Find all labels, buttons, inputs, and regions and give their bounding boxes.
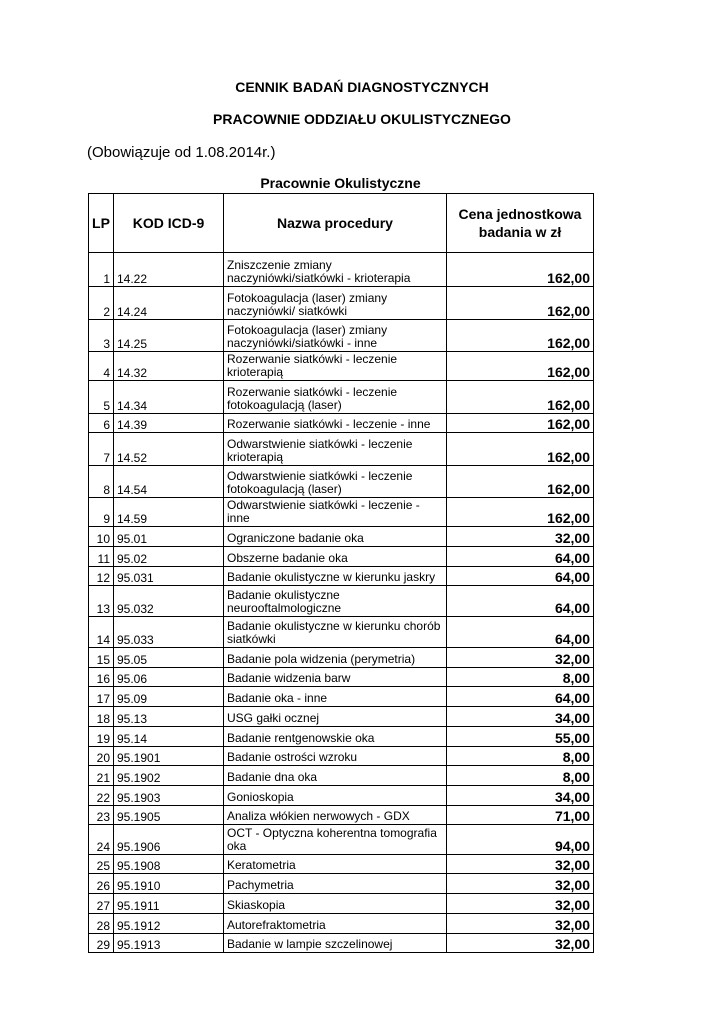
table-row — [89, 687, 594, 707]
row-price: 8,00 — [447, 766, 594, 786]
row-price: 162,00 — [447, 381, 594, 414]
table-row — [89, 498, 594, 527]
row-lp: 9 — [89, 498, 114, 527]
row-price: 162,00 — [447, 253, 594, 287]
row-code: 95.09 — [114, 687, 224, 707]
row-name: Ograniczone badanie oka — [224, 527, 447, 547]
row-name: Badanie rentgenowskie oka — [224, 727, 447, 747]
row-name: Autorefraktometria — [224, 914, 447, 934]
row-lp: 2 — [89, 287, 114, 320]
table-row — [89, 894, 594, 914]
table-row — [89, 766, 594, 786]
table-row — [89, 786, 594, 806]
row-name: Odwarstwienie siatkówki - leczenie - inne — [224, 498, 447, 527]
row-price: 94,00 — [447, 825, 594, 855]
row-price: 71,00 — [447, 806, 594, 825]
row-price: 162,00 — [447, 498, 594, 527]
row-lp: 3 — [89, 320, 114, 352]
row-lp: 26 — [89, 874, 114, 894]
row-price: 64,00 — [447, 586, 594, 617]
row-lp: 29 — [89, 934, 114, 953]
row-price: 32,00 — [447, 894, 594, 914]
table-row — [89, 287, 594, 320]
row-lp: 15 — [89, 648, 114, 668]
row-name: Odwarstwienie siatkówki - leczenie fotokoagulacją (laser) — [224, 466, 447, 498]
row-name: Badanie w lampie szczelinowej — [224, 934, 447, 953]
row-price: 64,00 — [447, 687, 594, 707]
row-code: 14.24 — [114, 287, 224, 320]
row-lp: 18 — [89, 707, 114, 727]
table-row — [89, 381, 594, 414]
row-code: 14.52 — [114, 433, 224, 466]
row-code: 95.02 — [114, 547, 224, 567]
row-name: Odwarstwienie siatkówki - leczenie krioterapią — [224, 433, 447, 466]
row-lp: 27 — [89, 894, 114, 914]
row-price: 64,00 — [447, 567, 594, 586]
header-lp: LP — [89, 194, 114, 253]
header-price: Cena jednostkowa badania w zł — [447, 194, 594, 253]
row-code: 95.05 — [114, 648, 224, 668]
row-price: 162,00 — [447, 466, 594, 498]
row-code: 14.32 — [114, 352, 224, 381]
row-code: 95.1910 — [114, 874, 224, 894]
row-price: 55,00 — [447, 727, 594, 747]
row-code: 95.1902 — [114, 766, 224, 786]
document-subtitle: PRACOWNIE ODDZIAŁU OKULISTYCZNEGO — [213, 111, 511, 127]
row-name: USG gałki ocznej — [224, 707, 447, 727]
table-row — [89, 466, 594, 498]
row-price: 8,00 — [447, 747, 594, 766]
header-code: KOD ICD-9 — [114, 194, 224, 253]
row-price: 34,00 — [447, 786, 594, 806]
row-price: 162,00 — [447, 320, 594, 352]
row-lp: 22 — [89, 786, 114, 806]
row-lp: 21 — [89, 766, 114, 786]
row-code: 95.1911 — [114, 894, 224, 914]
row-code: 95.033 — [114, 617, 224, 648]
row-code: 95.1905 — [114, 806, 224, 825]
row-name: Badanie okulistyczne neurooftalmologiczne — [224, 586, 447, 617]
table-row — [89, 567, 594, 586]
table-row — [89, 352, 594, 381]
row-lp: 20 — [89, 747, 114, 766]
row-name: Badanie dna oka — [224, 766, 447, 786]
row-lp: 6 — [89, 414, 114, 433]
row-price: 32,00 — [447, 527, 594, 547]
row-code: 14.25 — [114, 320, 224, 352]
row-code: 95.13 — [114, 707, 224, 727]
row-lp: 24 — [89, 825, 114, 855]
row-lp: 4 — [89, 352, 114, 381]
document-title: CENNIK BADAŃ DIAGNOSTYCZNYCH — [235, 79, 489, 95]
row-name: Badanie okulistyczne w kierunku jaskry — [224, 567, 447, 586]
header-name: Nazwa procedury — [224, 194, 447, 253]
row-code: 95.14 — [114, 727, 224, 747]
row-price: 8,00 — [447, 668, 594, 687]
row-price: 32,00 — [447, 874, 594, 894]
table-row — [89, 253, 594, 287]
table-caption: Pracownie Okulistyczne — [260, 175, 421, 191]
table-row — [89, 874, 594, 894]
row-name: Badanie okulistyczne w kierunku chorób siatkówki — [224, 617, 447, 648]
row-code: 14.54 — [114, 466, 224, 498]
row-price: 162,00 — [447, 414, 594, 433]
table-row — [89, 527, 594, 547]
row-code: 14.22 — [114, 253, 224, 287]
row-name: Fotokoagulacja (laser) zmiany naczyniówki/siatkówki - inne — [224, 320, 447, 352]
table-row — [89, 747, 594, 766]
row-price: 64,00 — [447, 547, 594, 567]
row-code: 95.1913 — [114, 934, 224, 953]
row-code: 95.06 — [114, 668, 224, 687]
table-header-row — [89, 194, 594, 253]
row-code: 14.34 — [114, 381, 224, 414]
row-lp: 13 — [89, 586, 114, 617]
row-lp: 12 — [89, 567, 114, 586]
row-code: 95.1903 — [114, 786, 224, 806]
row-code: 95.1912 — [114, 914, 224, 934]
row-lp: 11 — [89, 547, 114, 567]
row-name: Badanie ostrości wzroku — [224, 747, 447, 766]
table-row — [89, 806, 594, 825]
table-row — [89, 825, 594, 855]
row-lp: 7 — [89, 433, 114, 466]
row-name: Fotokoagulacja (laser) zmiany naczyniówki/ siatkówki — [224, 287, 447, 320]
row-price: 34,00 — [447, 707, 594, 727]
table-row — [89, 668, 594, 687]
row-name: Rozerwanie siatkówki - leczenie - inne — [224, 414, 447, 433]
row-code: 14.39 — [114, 414, 224, 433]
row-name: Gonioskopia — [224, 786, 447, 806]
row-lp: 23 — [89, 806, 114, 825]
row-lp: 5 — [89, 381, 114, 414]
table-row — [89, 586, 594, 617]
row-code: 14.59 — [114, 498, 224, 527]
row-name: Obszerne badanie oka — [224, 547, 447, 567]
row-lp: 16 — [89, 668, 114, 687]
row-lp: 17 — [89, 687, 114, 707]
row-code: 95.031 — [114, 567, 224, 586]
row-price: 32,00 — [447, 648, 594, 668]
table-row — [89, 547, 594, 567]
row-lp: 19 — [89, 727, 114, 747]
row-name: Analiza włókien nerwowych - GDX — [224, 806, 447, 825]
row-code: 95.1901 — [114, 747, 224, 766]
row-name: Zniszczenie zmiany naczyniówki/siatkówki - krioterapia — [224, 253, 447, 287]
row-name: Rozerwanie siatkówki - leczenie krioterapią — [224, 352, 447, 381]
row-code: 95.01 — [114, 527, 224, 547]
row-lp: 14 — [89, 617, 114, 648]
row-lp: 10 — [89, 527, 114, 547]
table-row — [89, 727, 594, 747]
row-price: 32,00 — [447, 914, 594, 934]
table-row — [89, 414, 594, 433]
row-name: Pachymetria — [224, 874, 447, 894]
row-name: Badanie widzenia barw — [224, 668, 447, 687]
row-name: Badanie oka - inne — [224, 687, 447, 707]
table-row — [89, 617, 594, 648]
row-code: 95.032 — [114, 586, 224, 617]
row-name: OCT - Optyczna koherentna tomografia oka — [224, 825, 447, 855]
row-price: 162,00 — [447, 433, 594, 466]
row-lp: 25 — [89, 855, 114, 874]
row-name: Keratometria — [224, 855, 447, 874]
table-row — [89, 934, 594, 953]
table-row — [89, 855, 594, 874]
row-name: Badanie pola widzenia (perymetria) — [224, 648, 447, 668]
row-name: Skiaskopia — [224, 894, 447, 914]
validity-note: (Obowiązuje od 1.08.2014r.) — [87, 144, 276, 161]
row-price: 162,00 — [447, 352, 594, 381]
row-price: 32,00 — [447, 855, 594, 874]
table-row — [89, 914, 594, 934]
table-row — [89, 433, 594, 466]
table-row — [89, 320, 594, 352]
price-table — [88, 193, 594, 953]
row-price: 162,00 — [447, 287, 594, 320]
row-price: 32,00 — [447, 934, 594, 953]
row-lp: 28 — [89, 914, 114, 934]
table-row — [89, 707, 594, 727]
row-lp: 1 — [89, 253, 114, 287]
row-code: 95.1906 — [114, 825, 224, 855]
table-row — [89, 648, 594, 668]
row-price: 64,00 — [447, 617, 594, 648]
row-lp: 8 — [89, 466, 114, 498]
row-code: 95.1908 — [114, 855, 224, 874]
row-name: Rozerwanie siatkówki - leczenie fotokoagulacją (laser) — [224, 381, 447, 414]
